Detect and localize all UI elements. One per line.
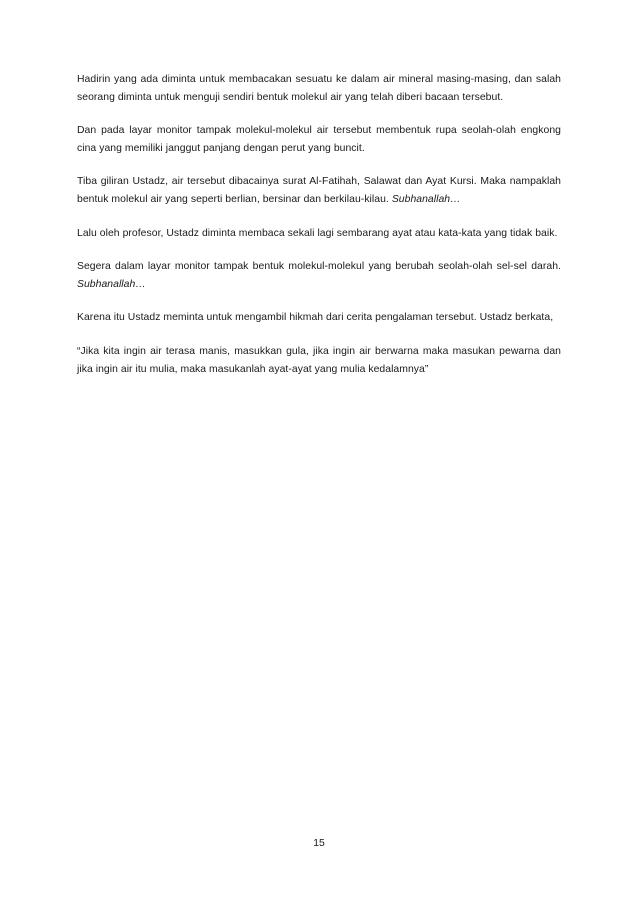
paragraph-5 — [77, 258, 561, 293]
page-body — [77, 71, 561, 394]
paragraph-5-text: Segera dalam layar monitor tampak bentuk molekul-molekul yang berubah seolah-olah sel-sel darah. — [77, 261, 561, 273]
paragraph-4-text: Lalu oleh profesor, Ustadz diminta membaca sekali lagi sembarang ayat atau kata-kata yang tidak baik. — [77, 227, 558, 239]
paragraph-3-italic: Subhanallah… — [391, 193, 461, 205]
paragraph-4 — [77, 225, 561, 243]
page-number: 15 — [313, 838, 325, 849]
paragraph-6 — [77, 309, 561, 327]
paragraph-1 — [77, 71, 561, 106]
paragraph-3-text: Tiba giliran Ustadz, air tersebut dibacainya surat Al-Fatihah, Salawat dan Ayat Kursi. Maka nampaklah bentuk molekul air yang seperti berlian, bersinar dan berkilau-kilau. — [77, 176, 561, 205]
paragraph-1-text: Hadirin yang ada diminta untuk membacakan sesuatu ke dalam air mineral masing-masing, dan salah seorang diminta untuk menguji sendiri bentuk molekul air yang telah diberi bacaan tersebut. — [77, 74, 561, 103]
paragraph-6-text: Karena itu Ustadz meminta untuk mengambil hikmah dari cerita pengalaman tersebut. Ustadz berkata, — [77, 312, 554, 324]
paragraph-2 — [77, 122, 561, 157]
paragraph-5-italic: Subhanallah… — [77, 278, 146, 290]
paragraph-3 — [77, 173, 561, 208]
paragraph-7-text: “Jika kita ingin air terasa manis, masukkan gula, jika ingin air berwarna maka masukan pewarna dan jika ingin air itu mulia, maka masukanlah ayat-ayat yang mulia kedalamnya” — [77, 345, 561, 375]
paragraph-7 — [77, 343, 561, 378]
paragraph-2-text: Dan pada layar monitor tampak molekul-molekul air tersebut membentuk rupa seolah-olah engkong cina yang memiliki janggut panjang dengan perut yang buncit. — [77, 125, 561, 154]
